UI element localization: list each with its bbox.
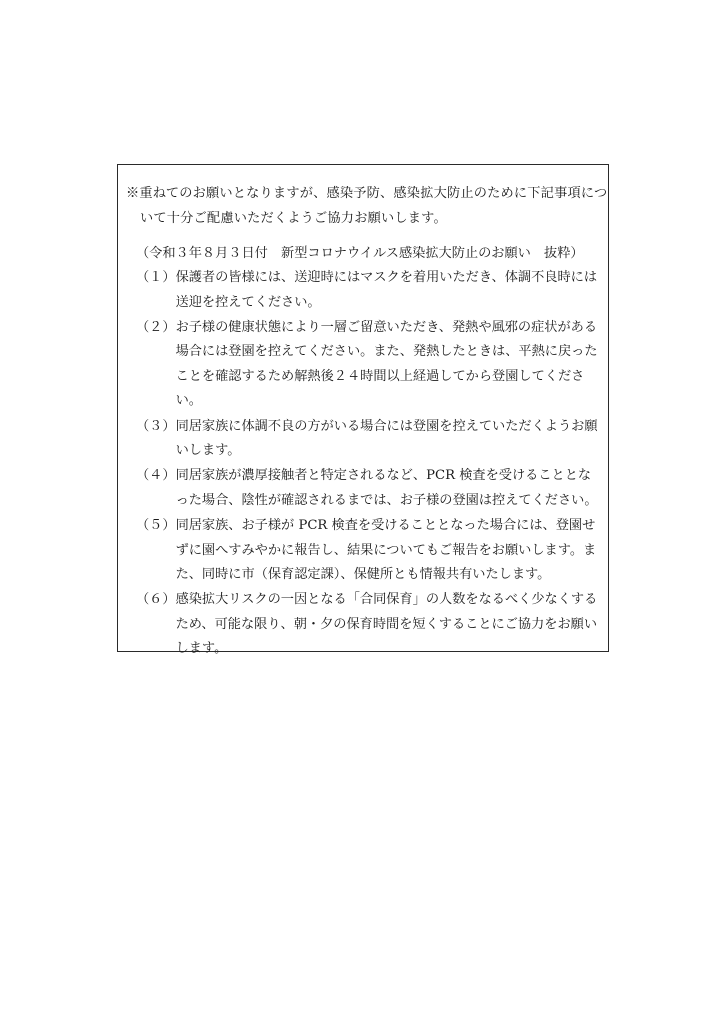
item-number: （６） bbox=[136, 592, 176, 608]
item-text: 同居家族が濃厚接触者と特定されるなど、PCR 検査を受けることとなった場合、陰性が確認されるまでは、お子様の登園は控えてください。 bbox=[175, 468, 598, 508]
list-item bbox=[136, 588, 602, 662]
item-number: （５） bbox=[136, 517, 176, 533]
intro-text: ※重ねてのお願いとなりますが、感染予防、感染拡大防止のために下記事項について十分ご配慮いただくようご協力お願いします。 bbox=[126, 186, 608, 226]
list-item bbox=[136, 464, 602, 513]
list-item bbox=[136, 415, 602, 464]
source-reference: （令和３年８月３日付 新型コロナウイルス感染拡大防止のお願い 抜粋） bbox=[136, 246, 584, 261]
notice-list bbox=[136, 266, 602, 663]
list-item bbox=[136, 514, 602, 588]
item-number: （３） bbox=[136, 418, 176, 434]
item-number: （４） bbox=[136, 468, 176, 484]
item-text: 保護者の皆様には、送迎時にはマスクを着用いただき、体調不良時には送迎を控えてください。 bbox=[175, 270, 598, 310]
item-text: 同居家族、お子様が PCR 検査を受けることとなった場合には、登園せずに園へすみやかに報告し、結果についてもご報告をお願いします。また、同時に市（保育認定課）、保健所とも情報共有いたします。 bbox=[175, 517, 597, 583]
item-text: 感染拡大リスクの一因となる「合同保育」の人数をなるべく少なくするため、可能な限り、朝・夕の保育時間を短くすることにご協力をお願いします。 bbox=[175, 592, 598, 657]
item-number: （２） bbox=[136, 319, 176, 335]
list-item bbox=[136, 266, 602, 315]
list-item bbox=[136, 316, 602, 414]
notice-box bbox=[117, 164, 609, 657]
item-number: （１） bbox=[136, 270, 176, 285]
item-text: 同居家族に体調不良の方がいる場合には登園を控えていただくようお願いします。 bbox=[175, 418, 598, 459]
item-text: お子様の健康状態により一層ご留意いただき、発熱や風邪の症状がある場合には登園を控えてください。また、発熱したときは、平熱に戻ったことを確認するため解熱後２４時間以上経過してから登園してください。 bbox=[175, 319, 598, 409]
